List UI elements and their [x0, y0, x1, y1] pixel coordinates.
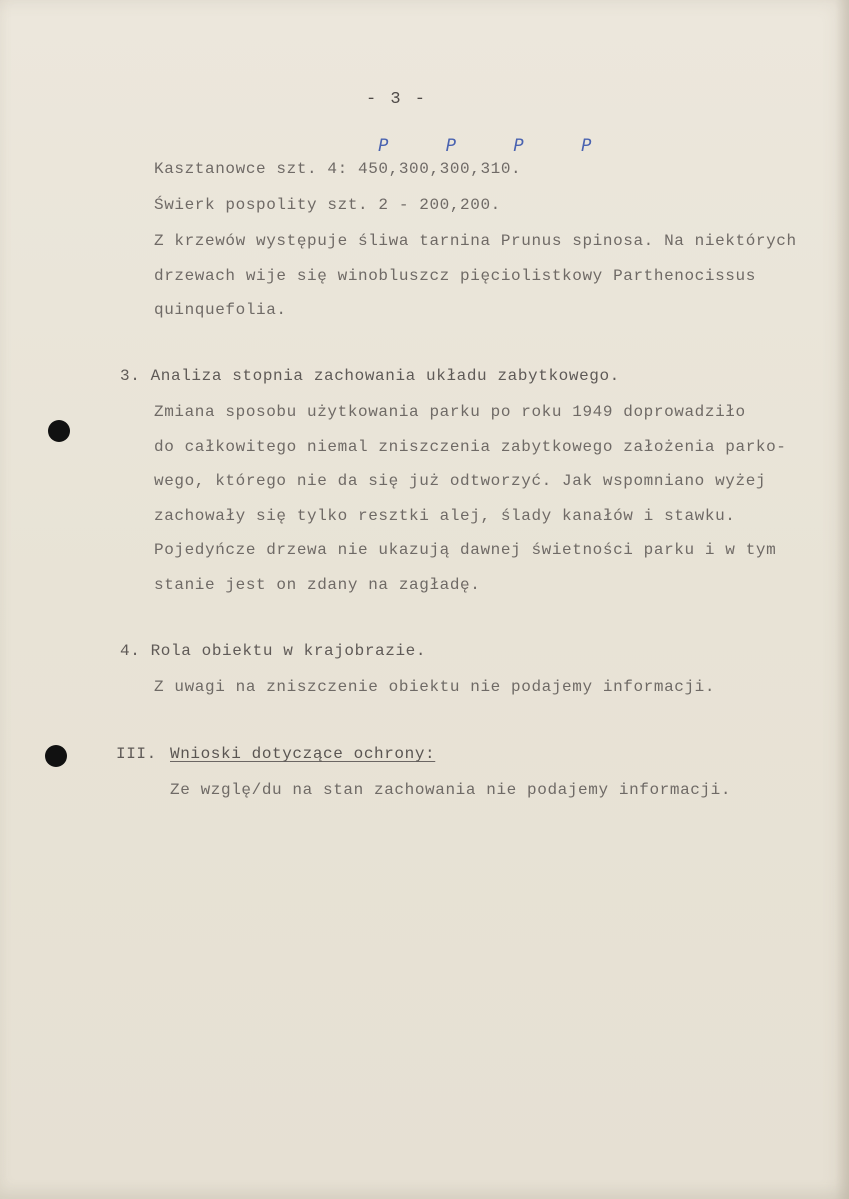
page-number: - 3 - — [366, 90, 428, 109]
page-edge-shadow — [835, 0, 849, 1199]
tree-line-1: Kasztanowce szt. 4: 450,300,300,310. — [154, 160, 522, 178]
section-3-line-1: Zmiana sposobu użytkowania parku po roku 1949 doprowadziło — [154, 403, 746, 421]
section-3-line-2: do całkowitego niemal zniszczenia zabytkowego założenia parko- — [154, 438, 787, 456]
section-III-number: III. — [116, 745, 157, 763]
tree-line-2: Świerk pospolity szt. 2 - 200,200. — [154, 196, 501, 214]
section-3-line-6: stanie jest on zdany na zagładę. — [154, 576, 481, 594]
tree-line-5: quinquefolia. — [154, 301, 287, 319]
section-3-line-5: Pojedyńcze drzewa nie ukazują dawnej świetności parku i w tym — [154, 541, 777, 559]
section-III-line-1: Ze wzglę/du na stan zachowania nie podajemy informacji. — [170, 781, 732, 799]
tree-line-4: drzewach wije się winobluszcz pięciolistkowy Parthenocissus — [154, 267, 756, 285]
punch-hole-bottom — [45, 745, 67, 767]
tree-line-3: Z krzewów występuje śliwa tarnina Prunus spinosa. Na niektórych — [154, 232, 797, 250]
punch-hole-top — [48, 420, 70, 442]
section-3-line-3: wego, którego nie da się już odtworzyć. Jak wspomniano wyżej — [154, 472, 767, 490]
section-3-heading: 3. Analiza stopnia zachowania układu zabytkowego. — [120, 367, 620, 385]
section-4-line-1: Z uwagi na zniszczenie obiektu nie podajemy informacji. — [154, 678, 716, 696]
section-III-heading: Wnioski dotyczące ochrony: — [170, 745, 436, 763]
section-3-line-4: zachowały się tylko resztki alej, ślady kanałów i stawku. — [154, 507, 736, 525]
handwritten-annotation: P P P P — [378, 136, 618, 156]
section-4-heading: 4. Rola obiektu w krajobrazie. — [120, 642, 427, 660]
